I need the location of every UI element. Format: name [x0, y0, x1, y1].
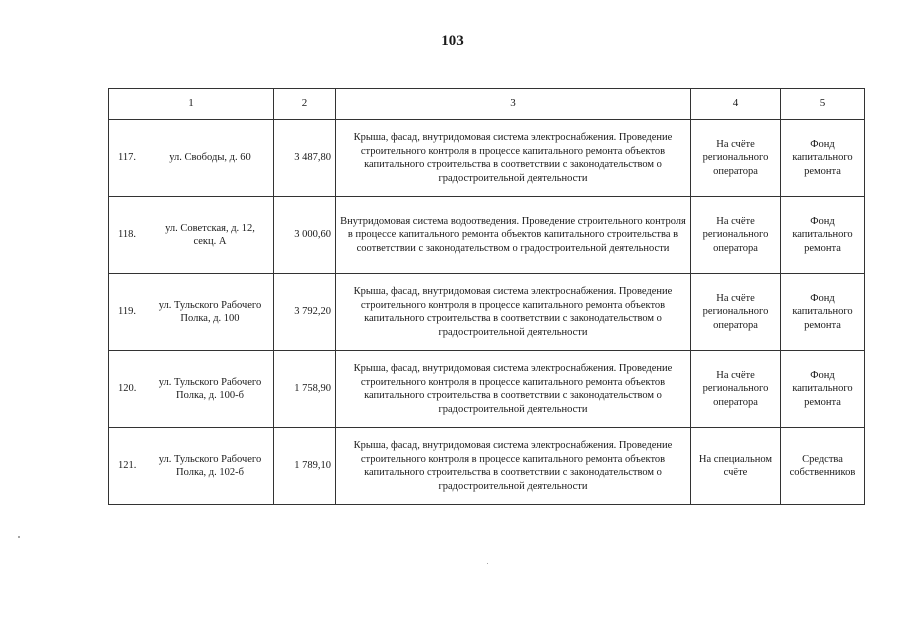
row-address: ул. Тульского Рабочего Полка, д. 102-б [158, 453, 262, 478]
table-header-row [109, 89, 865, 120]
row-works: Крыша, фасад, внутридомовая система электроснабжения. Проведение строительного контроля в процессе капитального ремонта объектов капитального строительства в соответствии с законодательством о градостроительной деятельности [336, 120, 691, 197]
table-row [109, 120, 865, 197]
address-cell [109, 197, 274, 274]
row-account: На специальном счёте [691, 428, 781, 505]
row-account: На счёте регионального оператора [691, 274, 781, 351]
row-works: Крыша, фасад, внутридомовая система электроснабжения. Проведение строительного контроля в процессе капитального ремонта объектов капитального строительства в соответствии с законодательством о градостроительной деятельности [336, 351, 691, 428]
row-number: 118. [118, 229, 136, 241]
row-account: На счёте регионального оператора [691, 351, 781, 428]
row-account: На счёте регионального оператора [691, 120, 781, 197]
row-works: Крыша, фасад, внутридомовая система электроснабжения. Проведение строительного контроля в процессе капитального ремонта объектов капитального строительства в соответствии с законодательством о градостроительной деятельности [336, 428, 691, 505]
row-number: 119. [118, 306, 136, 318]
row-address: ул. Тульского Рабочего Полка, д. 100 [158, 299, 262, 324]
row-source: Средства собственников [781, 428, 865, 505]
row-account: На счёте регионального оператора [691, 197, 781, 274]
header-col-4: 4 [691, 89, 781, 120]
row-cost: 3 487,80 [274, 120, 336, 197]
row-works: Крыша, фасад, внутридомовая система электроснабжения. Проведение строительного контроля в процессе капитального ремонта объектов капитального строительства в соответствии с законодательством о градостроительной деятельности [336, 274, 691, 351]
address-cell [109, 120, 274, 197]
row-address: ул. Свободы, д. 60 [169, 152, 251, 164]
row-cost: 3 792,20 [274, 274, 336, 351]
row-source: Фонд капитального ремонта [781, 197, 865, 274]
header-col-3: 3 [336, 89, 691, 120]
table-row [109, 197, 865, 274]
row-cost: 1 789,10 [274, 428, 336, 505]
header-col-1: 1 [109, 89, 274, 120]
repair-registry-table [108, 88, 865, 505]
scan-speck [487, 563, 488, 564]
scan-speck [18, 536, 20, 538]
row-address: ул. Советская, д. 12, секц. А [165, 222, 255, 247]
header-col-5: 5 [781, 89, 865, 120]
row-number: 120. [118, 383, 137, 395]
row-cost: 3 000,60 [274, 197, 336, 274]
row-address: ул. Тульского Рабочего Полка, д. 100-б [158, 376, 262, 401]
header-col-2: 2 [274, 89, 336, 120]
page-number: 103 [441, 33, 464, 49]
address-cell [109, 274, 274, 351]
row-source: Фонд капитального ремонта [781, 120, 865, 197]
row-source: Фонд капитального ремонта [781, 351, 865, 428]
table-row [109, 351, 865, 428]
address-cell [109, 351, 274, 428]
row-cost: 1 758,90 [274, 351, 336, 428]
row-source: Фонд капитального ремонта [781, 274, 865, 351]
address-cell [109, 428, 274, 505]
row-number: 117. [118, 152, 136, 164]
row-number: 121. [118, 460, 137, 472]
table-row [109, 274, 865, 351]
row-works: Внутридомовая система водоотведения. Проведение строительного контроля в процессе капитального ремонта объектов капитального строительства в соответствии с законодательством о градостроительной деятельности [336, 197, 691, 274]
table-row [109, 428, 865, 505]
